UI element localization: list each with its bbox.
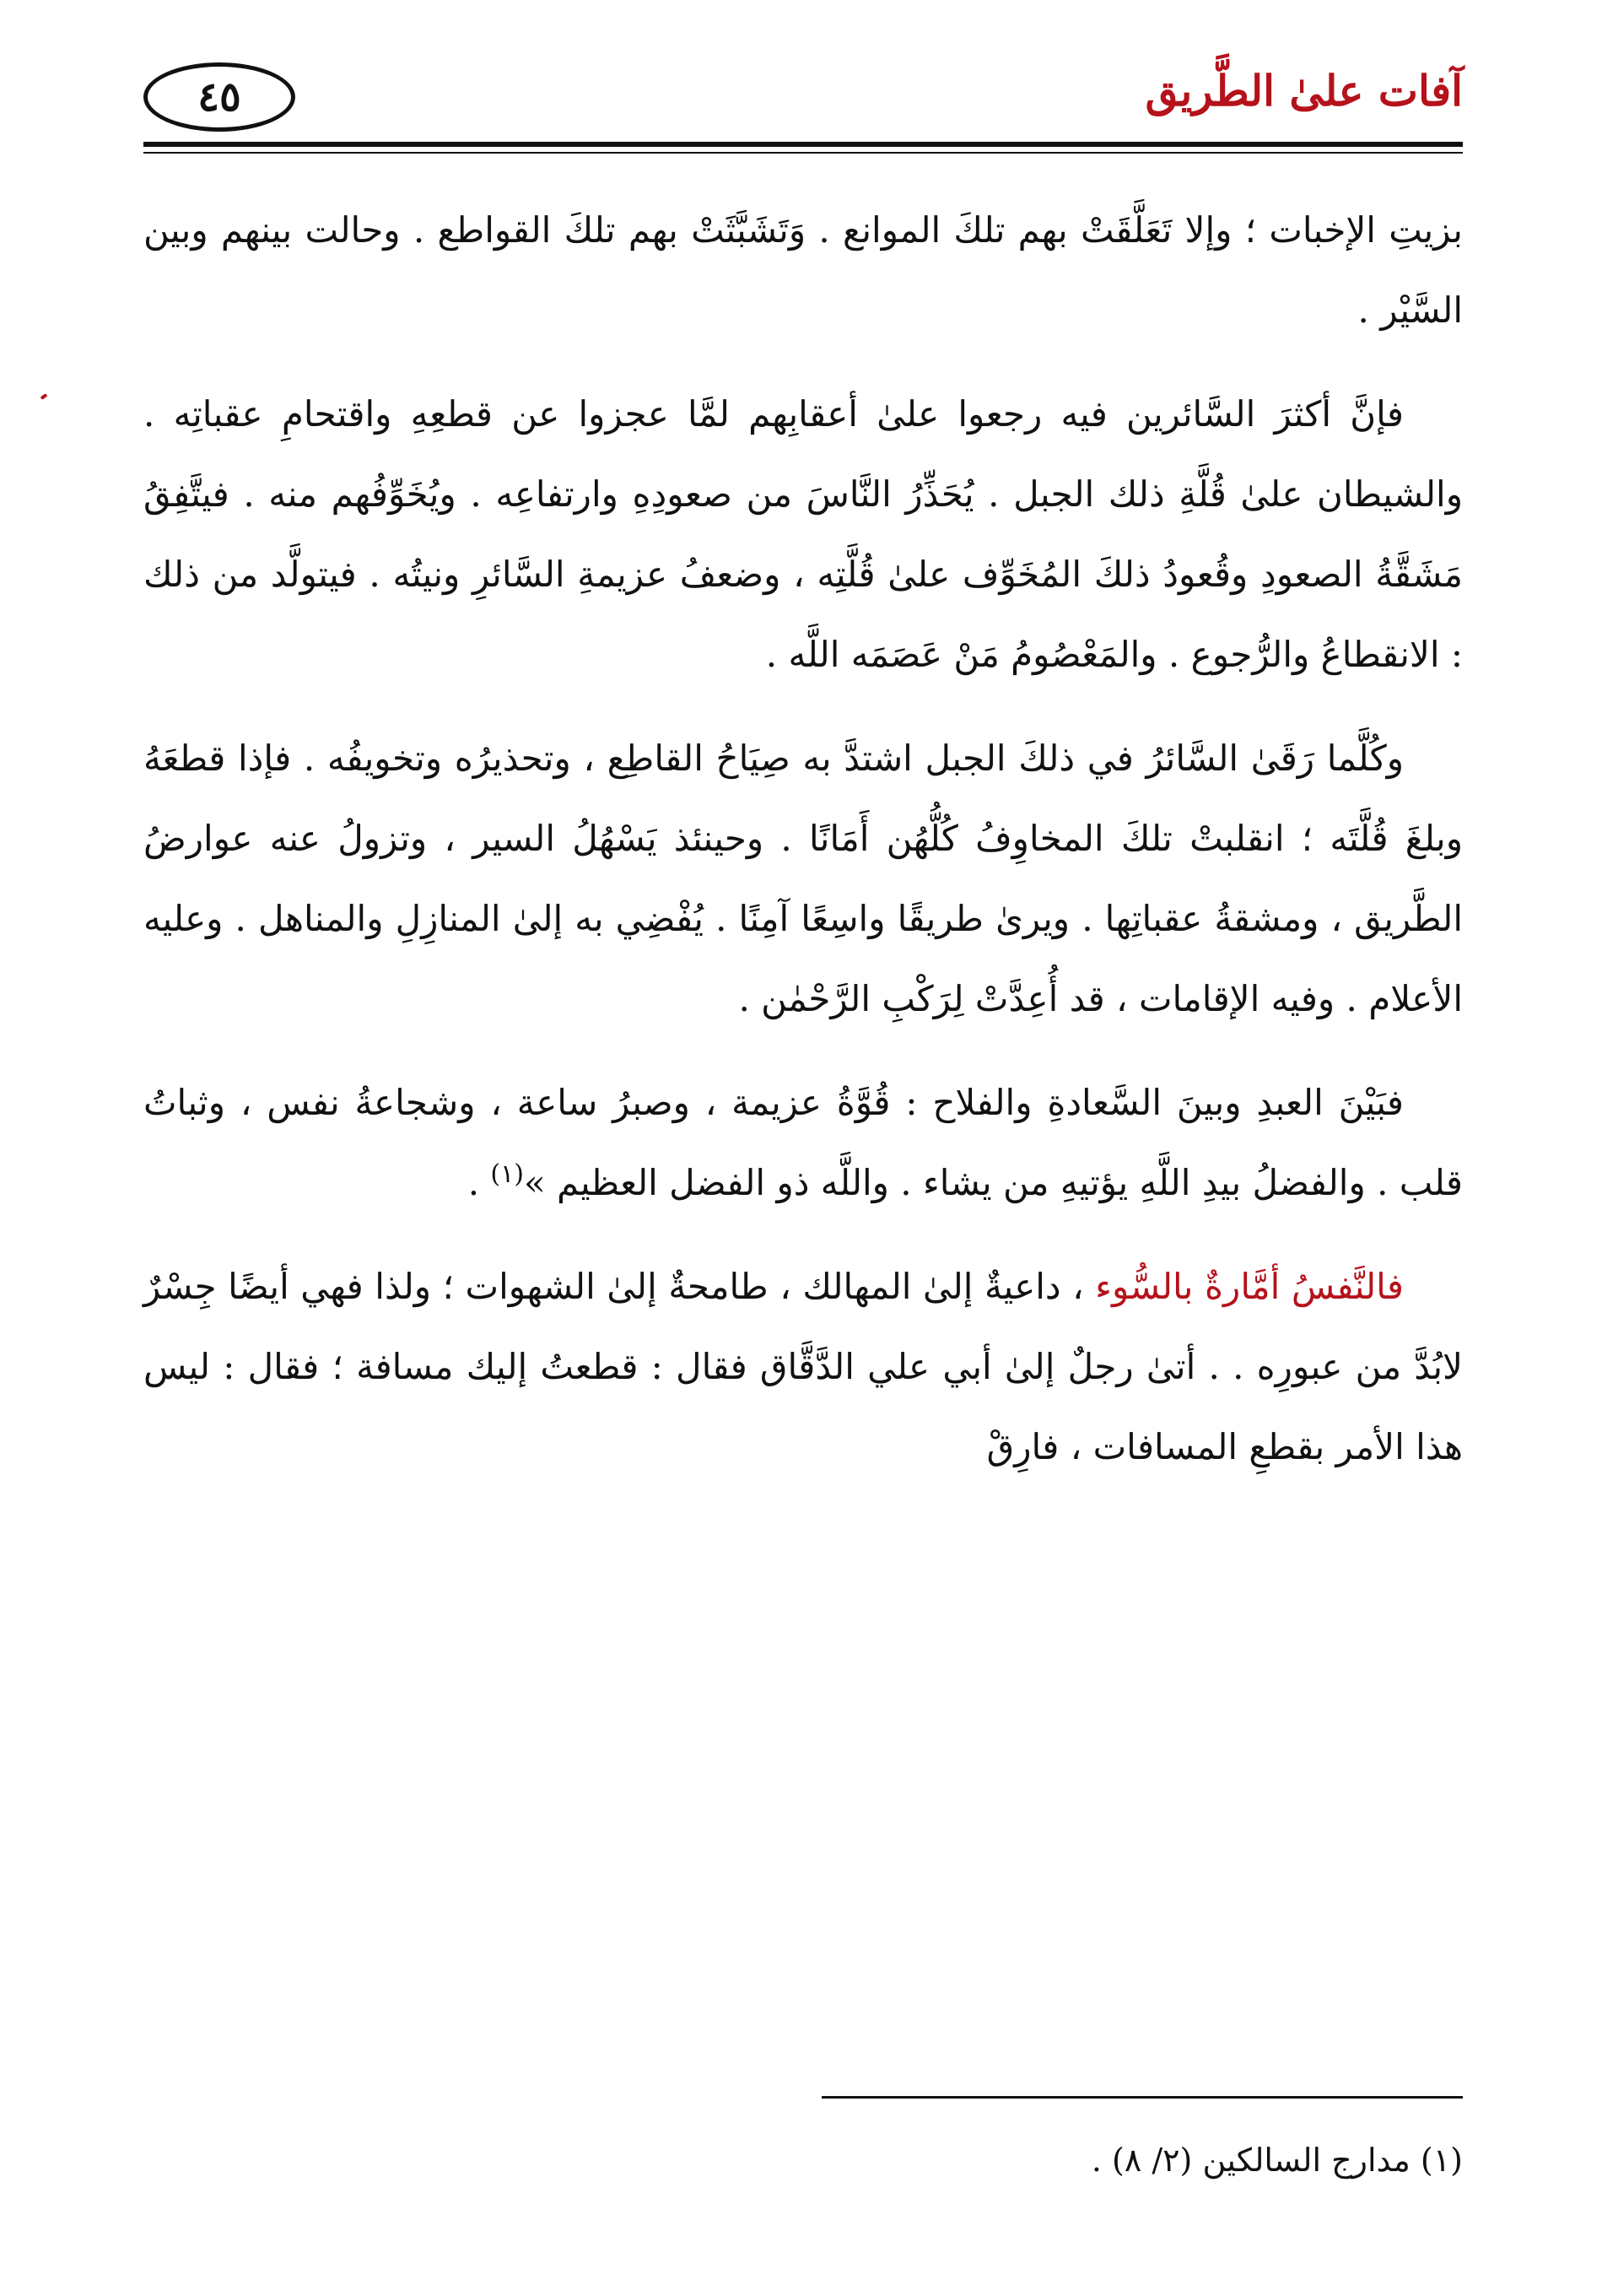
footnote-divider xyxy=(822,2096,1463,2099)
header-rule-thin xyxy=(143,152,1463,154)
paragraph-4 xyxy=(143,1062,1463,1223)
paragraph-text: فبَيْنَ العبدِ وبينَ السَّعادةِ والفلاح : قُوَّةُ عزيمة ، وصبرُ ساعة ، وشجاعةُ نفس ، وثباتُ قلب . والفضلُ بيدِ اللَّهِ يؤتيهِ من يشاء . واللَّه ذو الفضل العظيم » xyxy=(143,1082,1463,1203)
highlighted-phrase: فالنَّفسُ أمَّارةٌ بالسُّوء xyxy=(1095,1266,1404,1307)
margin-mark xyxy=(40,393,48,400)
paragraph-text: وكُلَّما رَقَىٰ السَّائرُ في ذلكَ الجبل اشتدَّ به صِيَاحُ القاطِع ، وتحذيرُه وتخويفُه . فإذا قطعَهُ وبلغَ قُلَّتَه ؛ انقلبتْ تلكَ المخاوِفُ كُلُّهُن أَمَانًا . وحينئذ يَسْهُلُ السير ، وتزولُ عنه عوارضُ الطَّريق ، ومشقةُ عقباتِها . ويرىٰ طريقًا واسِعًا آمِنًا . يُفْضِي به إلىٰ المنازِلِ والمناهل . وعليه الأعلام . وفيه الإقامات ، قد أُعِدَّتْ لِرَكْبِ الرَّحْمٰن . xyxy=(143,737,1463,1019)
paragraph-3 xyxy=(143,718,1463,1039)
paragraph-text: ، داعيةٌ إلىٰ المهالك ، طامحةٌ إلىٰ الشهوات ؛ ولذا فهي أيضًا جِسْرٌ لابُدَّ من عبورِه . . أتىٰ رجلٌ إلىٰ أبي علي الدَّقَّاق فقال : قطعتُ إليك مسافة ؛ فقال : ليس هذا الأمر بقطعِ المسافات ، فارِقْ xyxy=(143,1266,1463,1467)
page-header xyxy=(143,59,1463,152)
footnote-reference[interactable]: (١) xyxy=(490,1159,524,1189)
paragraph-5 xyxy=(143,1246,1463,1487)
header-rule-thick xyxy=(143,142,1463,147)
running-title: آفات علىٰ الطَّريق xyxy=(1145,66,1463,116)
paragraph-text: بزيتِ الإخبات ؛ وإلا تَعَلَّقَتْ بهم تلكَ الموانع . وَتَشَبَّثَتْ بهم تلكَ القواطع . وحالت بينهم وبين السَّيْر . xyxy=(143,209,1463,331)
paragraph-tail: . xyxy=(467,1162,491,1203)
footnote: (١) مدارج السالكين (٢/ ٨) . xyxy=(1091,2142,1463,2179)
paragraph-1 xyxy=(143,190,1463,350)
paragraph-text: فإنَّ أكثرَ السَّائرين فيه رجعوا علىٰ أعقابِهم لمَّا عجزوا عن قطعِهِ واقتحامِ عقباتِه . والشيطان علىٰ قُلَّةِ ذلك الجبل . يُحَذِّرُ النَّاسَ من صعودِهِ وارتفاعِه . ويُخَوِّفُهم منه . فيتَّفِقُ مَشَقَّةُ الصعودِ وقُعودُ ذلكَ المُخَوِّف علىٰ قُلَّتِه ، وضعفُ عزيمةِ السَّائرِ ونيتُه . فيتولَّد من ذلك : الانقطاعُ والرُّجوع . والمَعْصُومُ مَنْ عَصَمَه اللَّه . xyxy=(143,393,1463,675)
paragraph-2 xyxy=(143,374,1463,694)
page-number: ٤٥ xyxy=(143,62,295,132)
body-text xyxy=(143,190,1463,1510)
